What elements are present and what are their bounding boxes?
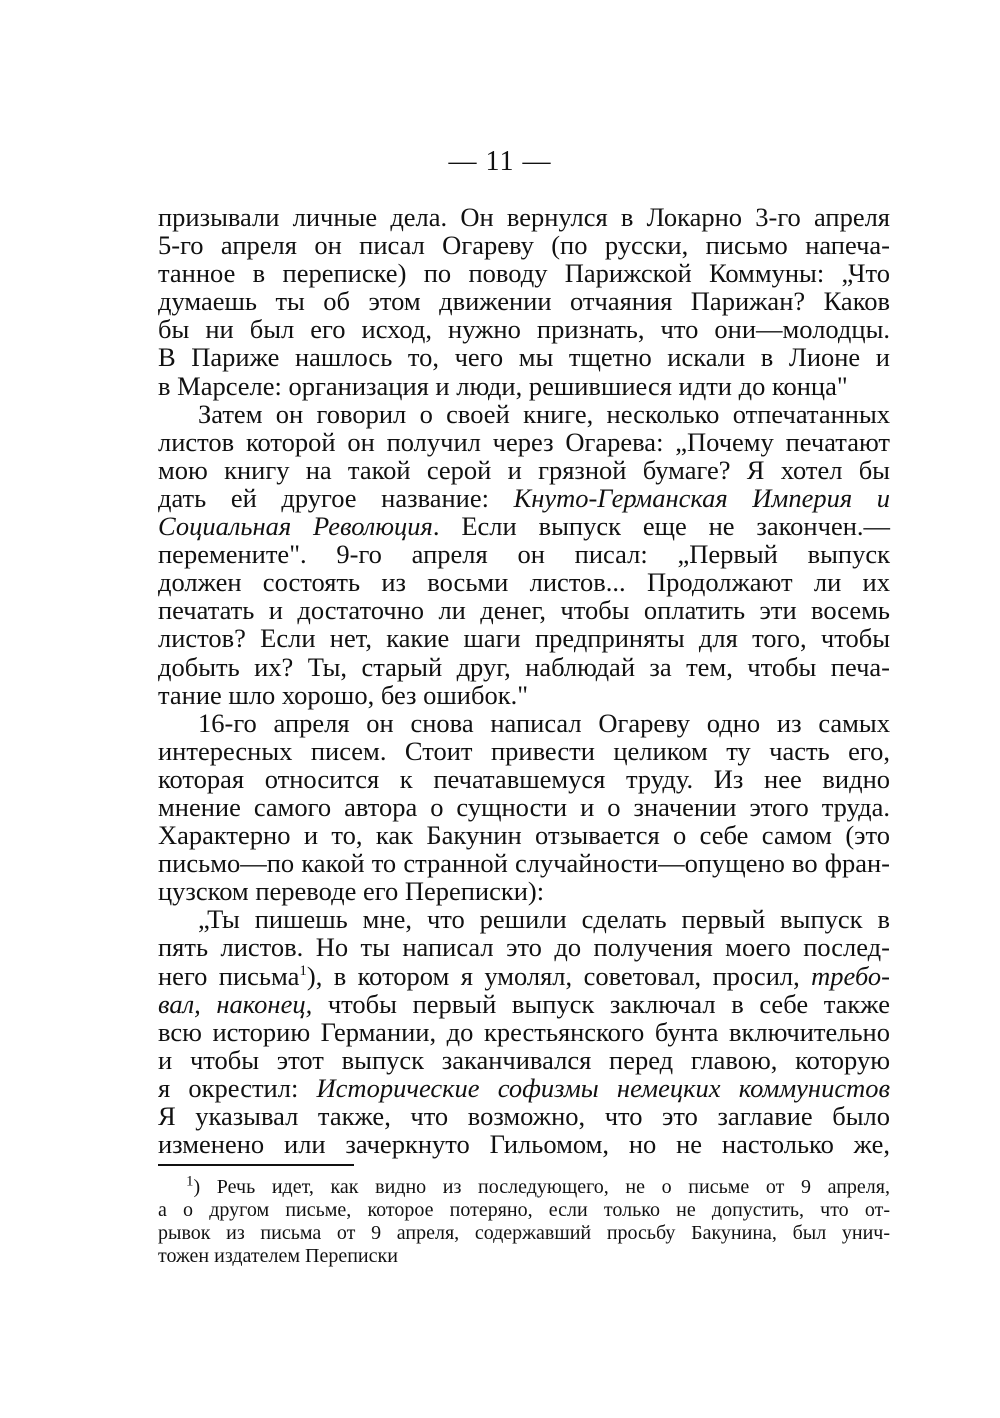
text-line: всю историю Германии, до крестьянского бунта включительно xyxy=(158,1016,890,1047)
text-line: Затем он говорил о своей книге, несколько отпечатанных xyxy=(198,398,890,429)
text-line: Я указывал также, что возможно, что это заглавие было xyxy=(158,1101,890,1131)
page-number: — 11 — xyxy=(448,146,552,177)
footnote-line xyxy=(158,1173,890,1199)
text-line: добыть их? Ты, старый друг, наблюдай за тем, чтобы печа- xyxy=(158,651,890,682)
chapter-title-italic: Исторические софизмы немецких коммунистов xyxy=(316,1072,890,1103)
emphasis-italic: вал, наконец, xyxy=(158,988,313,1019)
text-run: ) Речь идет, как видно из последующего, не о письме от 9 апреля, xyxy=(193,1176,890,1198)
text-line: призывали личные дела. Он вернулся в Локарно 3-го апреля xyxy=(158,202,890,232)
text-line: листов? Если нет, какие шаги предприняты для того, чтобы xyxy=(158,623,890,654)
text-line: цузском переводе его Переписки): xyxy=(158,876,545,907)
text-line: перемените". 9-го апреля он писал: „Первый выпуск xyxy=(158,539,890,570)
footnote-line: а о другом письме, которое потеряно, если только не допустить, что от- xyxy=(158,1199,890,1221)
text-line xyxy=(158,512,890,540)
footnote-line: тожен издателем Переписки xyxy=(158,1245,398,1267)
text-run: ), в котором я умолял, советовал, просил, xyxy=(306,960,812,991)
footnote-divider xyxy=(158,1164,354,1166)
footnote-marker: 1 xyxy=(186,1173,194,1190)
text-run: дать ей другое название: xyxy=(158,482,514,513)
text-line: пять листов. Но ты написал это до получения моего послед- xyxy=(158,932,890,963)
text-line xyxy=(158,962,890,990)
body-text xyxy=(158,203,890,1158)
text-line: печатать и достаточно ли денег, чтобы оплатить эти восемь xyxy=(158,595,890,626)
text-line: 16-го апреля он снова написал Огареву одно из самых xyxy=(198,707,890,738)
text-line: В Париже нашлось то, чего мы тщетно искали в Лионе и xyxy=(158,342,890,373)
text-run: него письма xyxy=(158,960,300,991)
emphasis-italic: требо- xyxy=(811,960,890,991)
text-line: тание шло хорошо, без ошибок." xyxy=(158,679,529,710)
text-line: и чтобы этот выпуск заканчивался перед главою, которую xyxy=(158,1044,890,1075)
text-line: листов которой он получил через Огарева: „Почему печатают xyxy=(158,426,890,457)
text-line: мнение самого автора о сущности и о значении этого труда. xyxy=(158,791,890,822)
text-line: которая относится к печатавшемуся труду. Из нее видно xyxy=(158,763,890,794)
text-line: мою книгу на такой серой и грязной бумаге? Я хотел бы xyxy=(158,454,890,485)
footnote-reference[interactable]: 1 xyxy=(299,962,307,979)
text-line: интересных писем. Стоит привести целиком ту часть его, xyxy=(158,735,890,766)
text-line: должен состоять из восьми листов... Продолжают ли их xyxy=(158,567,890,598)
text-line: письмо—по какой то странной случайности—опущено во фран- xyxy=(158,848,890,879)
text-line: в Марселе: организация и люди, решившиеся идти до конца" xyxy=(158,370,848,401)
text-line: 5-го апреля он писал Огареву (по русски, письмо напеча- xyxy=(158,230,890,261)
text-line: Характерно и то, как Бакунин отзывается о себе самом (это xyxy=(158,820,890,851)
book-title-italic: Кнуто-Германская Империя и xyxy=(513,482,891,513)
text-run: я окрестил: xyxy=(158,1072,317,1103)
text-line xyxy=(158,990,890,1018)
footnote xyxy=(158,1173,890,1268)
text-line xyxy=(158,484,890,512)
book-title-italic: Социальная Революция xyxy=(158,511,433,542)
text-line: изменено или зачеркнуто Гильомом, но не настолько же, xyxy=(158,1129,890,1160)
text-line: бы ни был его исход, нужно признать, что они—молодцы. xyxy=(158,314,890,345)
text-line xyxy=(158,1074,890,1102)
text-line: танное в переписке) по поводу Парижской Коммуны: „Что xyxy=(158,258,890,289)
text-run: . Если выпуск еще не закончен.— xyxy=(432,511,891,542)
text-run: чтобы первый выпуск заключал в себе также xyxy=(312,988,890,1019)
text-line: думаешь ты об этом движении отчаяния Парижан? Каков xyxy=(158,286,890,317)
footnote-line: рывок из письма от 9 апреля, содержавший просьбу Бакунина, был унич- xyxy=(158,1222,890,1244)
text-line: „Ты пишешь мне, что решили сделать первый выпуск в xyxy=(198,904,890,935)
